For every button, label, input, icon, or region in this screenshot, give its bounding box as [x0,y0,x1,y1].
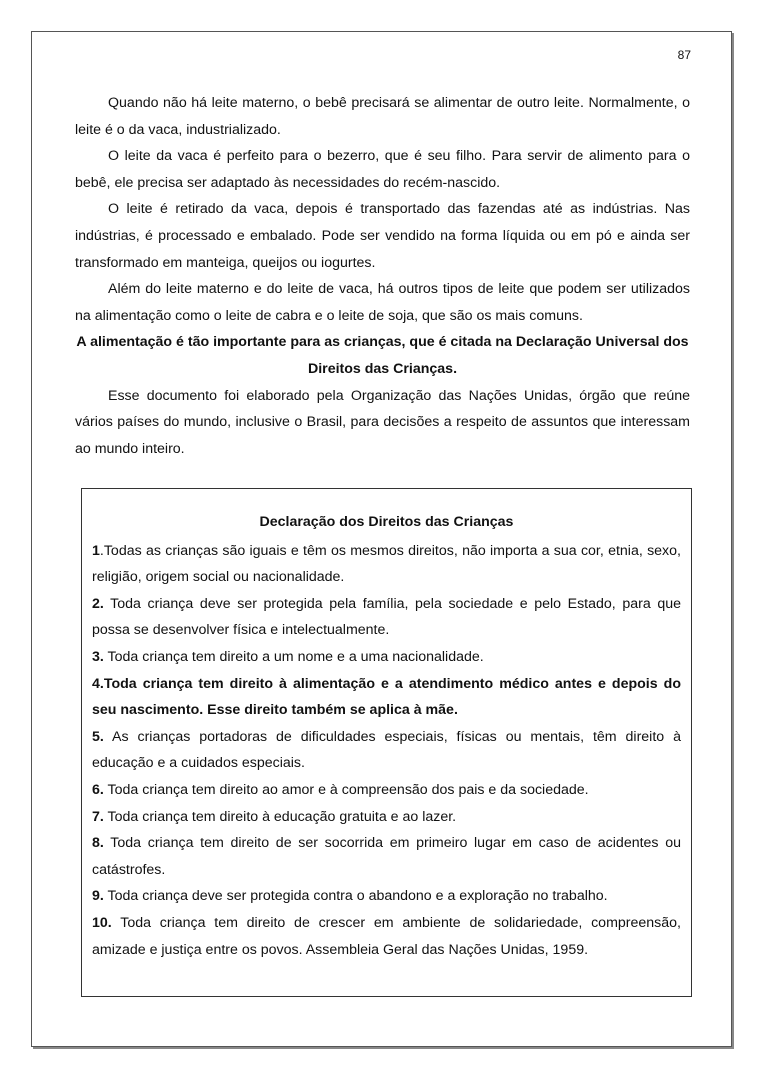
right-item [92,724,681,777]
right-number: 8. [92,835,104,852]
right-item [92,777,681,804]
right-text: Toda criança deve ser protegida contra o abandono e a exploração no trabalho. [103,888,608,905]
right-item [92,591,681,644]
right-number: 10. [92,914,112,931]
right-item [92,538,681,591]
right-number: 5. [92,728,104,745]
right-text: Toda criança tem direito à educação gratuita e ao lazer. [103,808,457,825]
document-page [31,31,732,1047]
paragraph: O leite da vaca é perfeito para o bezerro, que é seu filho. Para servir de alimento para o bebê, ele precisa ser adaptado às necessidades do recém-nascido. [75,148,690,191]
right-text: Toda criança deve ser protegida pela família, pela sociedade e pelo Estado, para que possa se desenvolver física e intelectualmente. [92,595,681,639]
right-number: 4. [92,675,104,692]
right-text: Toda criança tem direito ao amor e à compreensão dos pais e da sociedade. [103,781,589,798]
highlight-paragraph: A alimentação é tão importante para as crianças, que é citada na Declaração Universal dos Direitos das Crianças. [76,334,689,377]
right-number: 1 [92,542,100,559]
declaration-box [81,488,692,997]
right-number: 3. [92,648,104,665]
right-number: 6. [92,781,104,798]
right-item [92,644,681,671]
paragraph: Quando não há leite materno, o bebê precisará se alimentar de outro leite. Normalmente, o leite é o da vaca, industrializado. [75,95,690,138]
paragraph: Além do leite materno e do leite de vaca, há outros tipos de leite que podem ser utilizados na alimentação como o leite de cabra e o leite de soja, que são os mais comuns. [75,281,690,324]
right-item [92,830,681,883]
right-text: .Todas as crianças são iguais e têm os mesmos direitos, não importa a sua cor, etnia, sexo, religião, origem social ou nacionalidade. [92,542,681,586]
right-text: Toda criança tem direito à alimentação e a atendimento médico antes e depois do seu nascimento. Esse direito também se aplica à mãe. [92,675,681,719]
right-text: As crianças portadoras de dificuldades especiais, físicas ou mentais, têm direito à educação e a cuidados especiais. [92,728,681,772]
right-text: Toda criança tem direito a um nome e a uma nacionalidade. [103,648,484,665]
right-number: 7. [92,808,104,825]
body-text [75,90,690,462]
right-number: 2. [92,595,104,612]
right-text: Toda criança tem direito de ser socorrida em primeiro lugar em caso de acidentes ou catástrofes. [92,835,681,878]
right-item [92,910,681,963]
right-item [92,804,681,831]
right-item [92,883,681,910]
paragraph: O leite é retirado da vaca, depois é transportado das fazendas até as indústrias. Nas indústrias, é processado e embalado. Pode ser vendido na forma líquida ou em pó e ainda ser transformado em manteiga, queijos ou iogurtes. [75,201,690,271]
page-number: 87 [677,48,691,62]
declaration-title: Declaração dos Direitos das Crianças [259,514,514,530]
right-text: Toda criança tem direito de crescer em ambiente de solidariedade, compreensão, amizade e justiça entre os povos. Assembleia Geral das Nações Unidas, 1959. [92,914,681,958]
rights-list [92,538,681,964]
right-number: 9. [92,888,104,905]
paragraph: Esse documento foi elaborado pela Organização das Nações Unidas, órgão que reúne vários países do mundo, inclusive o Brasil, para decisões a respeito de assuntos que interessam ao mundo inteiro. [75,387,690,457]
right-item [92,671,681,724]
